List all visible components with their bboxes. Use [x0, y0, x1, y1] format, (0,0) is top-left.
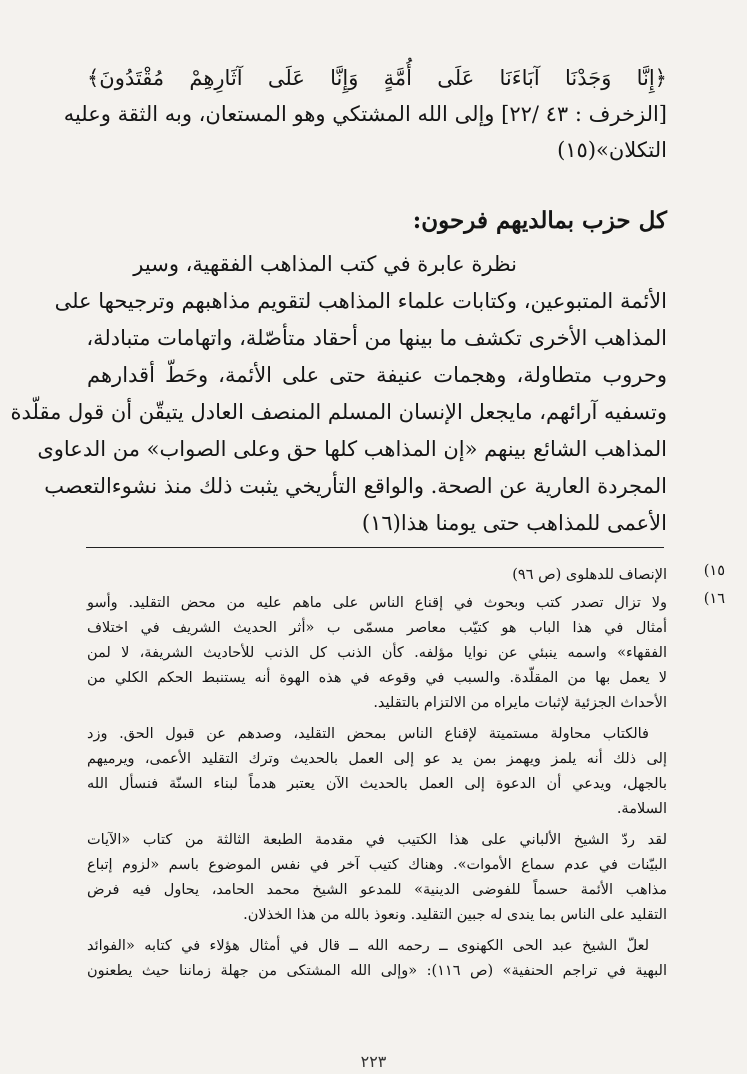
quranic-verse-block: [63, 60, 667, 168]
footnote-line: لعلّ الشيخ عبد الحى الكهنوى ــ رحمه الله ــ قال في أمثال هؤلاء في كتابه «الفوائد: [87, 938, 649, 954]
footnote-number: ١٦): [703, 591, 725, 607]
verse-end-line: التكلان»(١٥): [557, 138, 667, 162]
footnote-line: البيّنات في عدم سماع الأموات». وهناك كتيب آخر في نفس الموضوع باسم «لزوم إتباع: [87, 857, 667, 873]
footnote-line: بالجهل، ويدعي أن الدعوة إلى العمل بالحديث الآن يعتبر هدماً لبناء السنّة فنسأل الله: [87, 776, 667, 792]
page-number: ٢٢٣: [360, 1052, 387, 1071]
body-line: المذاهب الأخرى تكشف ما بينها من أحقاد متأصّلة، واتهامات متبادلة،: [86, 326, 667, 350]
footnote-separator: [86, 547, 664, 548]
footnote-line: إلى ذلك أنه يلمز ويهمز بمن يد عو إلى العمل بالحديث وترك التقليد الأعمى، ويرميهم: [87, 751, 667, 767]
footnote-number: ١٥): [703, 563, 725, 579]
body-paragraph: [10, 246, 667, 542]
body-line: المجردة العارية عن الصحة. والواقع التأريخي يثبت ذلك منذ نشوءالتعصب: [44, 474, 667, 498]
footnote-16: [87, 591, 725, 984]
footnote-line: الإنصاف للدهلوى (ص ٩٦): [512, 567, 667, 583]
footnote-paragraph: [87, 828, 667, 928]
footnote-line: ولا تزال تصدر كتب وبحوث في إقناع الناس على ماهم عليه من محض التقليد. وأسو: [87, 595, 667, 611]
footnote-15: [87, 563, 725, 588]
body-line: وحروب متطاولة، وهجمات عنيفة حتى على الأئمة، وحَطّ أقدارهم: [87, 363, 667, 387]
body-line: وتسفيه آرائهم، مايجعل الإنسان المسلم المنصف العادل يتيقّن أن قول مقلّدة: [10, 400, 667, 424]
footnote-line: لقد ردّ الشيخ الألباني على هذا الكتيب في مقدمة الطبعة الثالثة من كتاب «الآيات: [87, 832, 667, 848]
footnote-paragraph: [87, 934, 667, 984]
footnote-line: التقليد على الناس بما يندى له جبين التقليد. ونعوذ بالله من هذا الخذلان.: [243, 907, 667, 923]
footnote-line: لا يعمل بها من المقلّدة. والسبب في وقوعه في هذه الهوة أنه يستنبط الحكم الكلي من: [87, 670, 667, 686]
body-line: المذاهب الشائع بينهم «إن المذاهب كلها حق وعلى الصواب» من الدعاوى: [37, 437, 667, 461]
footnote-paragraph: [87, 591, 667, 716]
footnote-line: الأحداث الجزئية لإثبات مايراه من الالتزام بالتقليد.: [373, 695, 667, 711]
footnote-line: مذاهب الأئمة حسماً للفوضى الدينية» للمدعو الشيخ محمد الحامد، يحاول فيه فرض: [87, 882, 667, 898]
footnote-line: الفقهاء» واسمه ينبئي عن نوايا مؤلفه. كأن الذنب كل الذنب للأحاديث الشريفة، لا لمن: [87, 645, 667, 661]
body-line: الأعمى للمذاهب حتى يومنا هذا(١٦): [361, 511, 667, 535]
footnote-line: فالكتاب محاولة مستميتة لإقناع الناس بمحض التقليد، وصدهم عن قبول الحق. وزد: [87, 726, 649, 742]
footnote-line: البهية في تراجم الحنفية» (ص ١١٦): «وإلى الله المشتكى من جهلة زماننا حيث يطعنون: [87, 963, 667, 979]
body-line: نظرة عابرة في كتب المذاهب الفقهية، وسير: [133, 252, 517, 276]
body-line: الأئمة المتبوعين، وكتابات علماء المذاهب لتقويم مذاهبهم وترجيحها على: [54, 289, 667, 313]
footnote-paragraph: [87, 722, 667, 822]
footnote-line: أمثال في هذا الباب هو كتيّب معاصر مسمّى ب «أثر الحديث الشريف في اختلاف: [87, 620, 667, 636]
footnote-line: السلامة.: [616, 801, 667, 817]
verse-reference-line: [الزخرف : ٤٣ /٢٢] وإلى الله المشتكي وهو المستعان، وبه الثقة وعليه: [63, 102, 667, 126]
section-heading: كل حزب بمالديهم فرحون:: [412, 207, 667, 234]
verse-line: ﴿إِنَّا وَجَدْنَا آبَاءَنَا عَلَى أُمَّةٍ وَإِنَّا عَلَى آثَارِهِمْ مُقْتَدُونَ﴾: [87, 66, 667, 90]
